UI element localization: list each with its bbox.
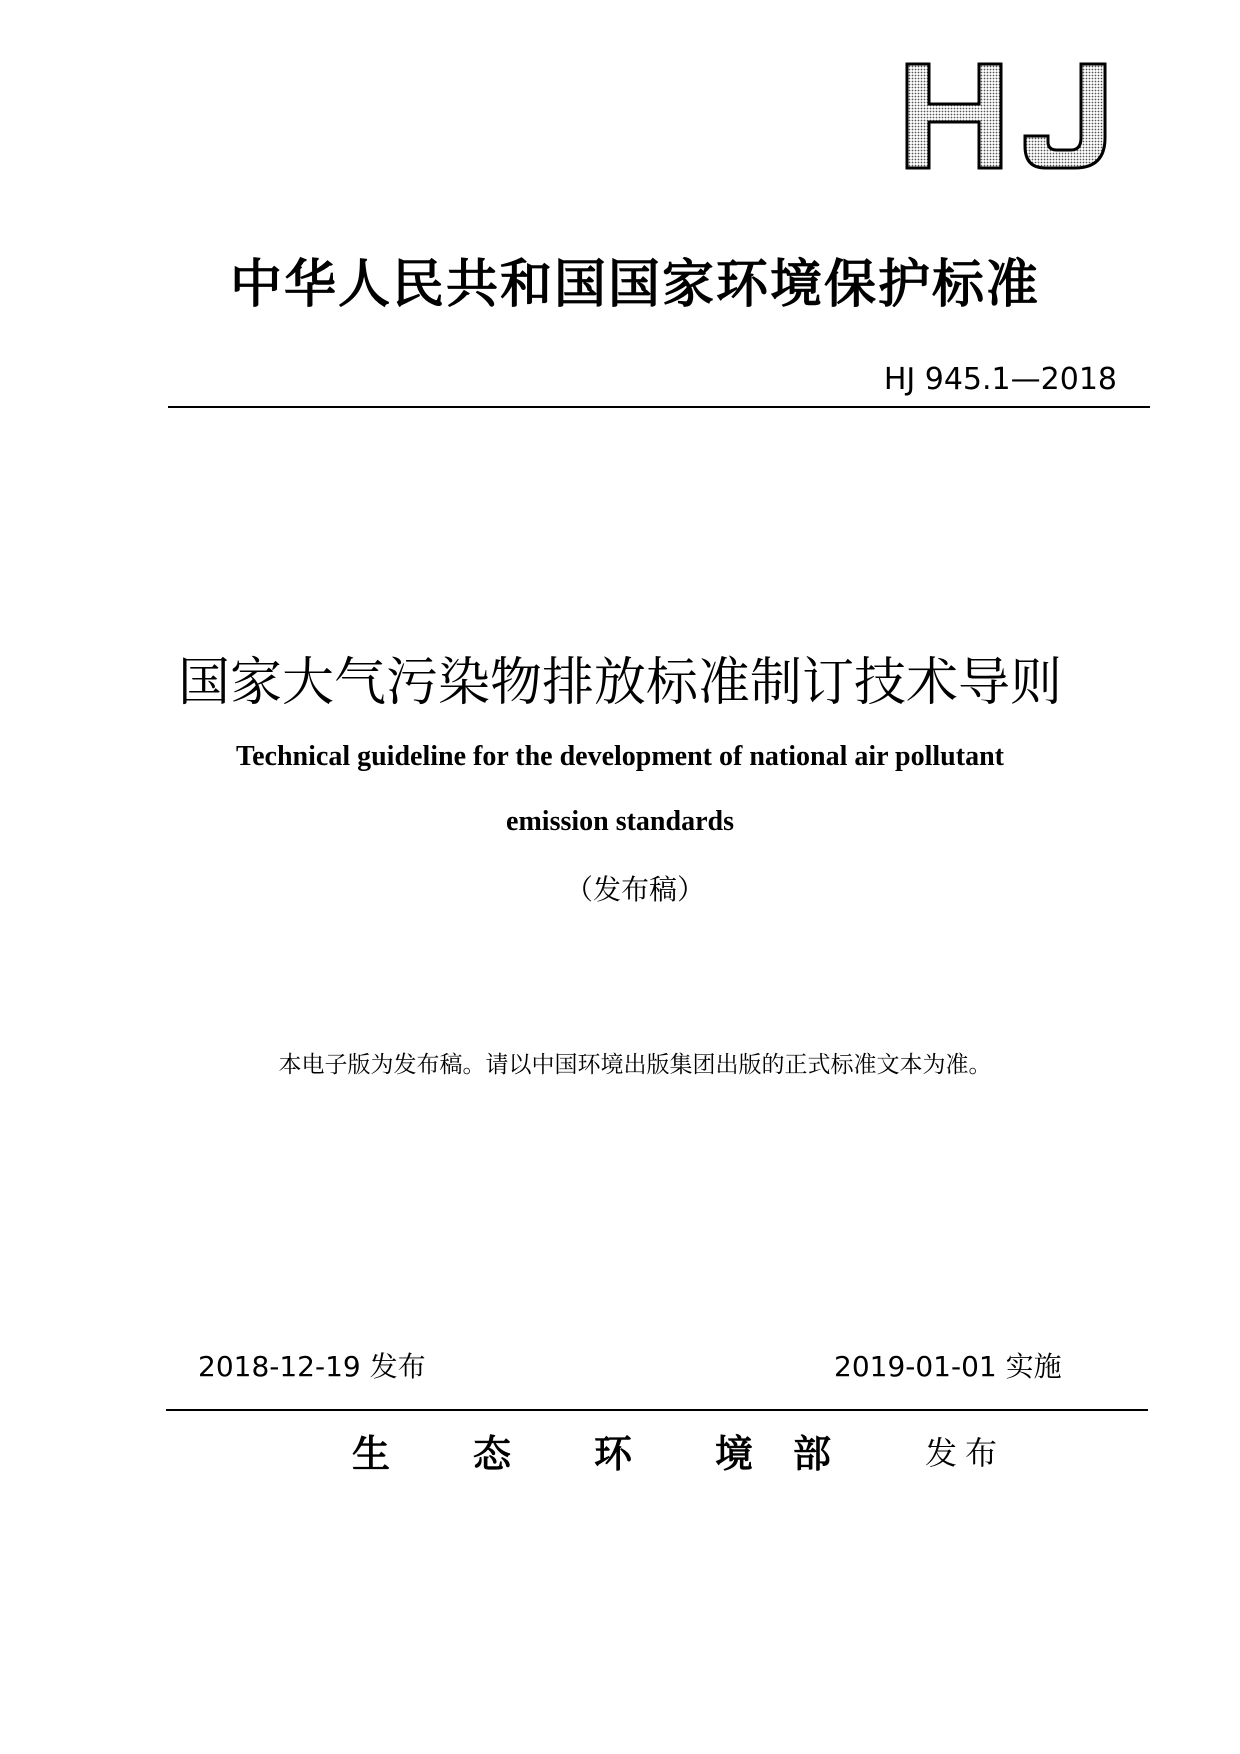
draft-label: （发布稿） <box>564 873 705 906</box>
effective-date: 2019-01-01 实施 <box>834 1350 1062 1383</box>
title-english-line-2: emission standards <box>506 806 734 837</box>
issuer-char: 环 <box>594 1431 633 1476</box>
hj-logo <box>905 62 1115 172</box>
standard-number: HJ 945.1—2018 <box>883 362 1117 397</box>
issuer-char: 生 <box>352 1431 391 1476</box>
electronic-version-notice: 本电子版为发布稿。请以中国环境出版集团出版的正式标准文本为准。 <box>278 1052 992 1078</box>
header-divider <box>168 406 1150 408</box>
footer-divider <box>166 1409 1148 1411</box>
title-english-line-1: Technical guideline for the development of national air pollutant <box>236 741 1004 772</box>
issuing-organization-heading: 中华人民共和国国家环境保护标准 <box>229 254 1040 315</box>
issue-label: 发布 <box>925 1434 1006 1472</box>
issuer-char: 境 <box>715 1431 754 1476</box>
issuer-char: 态 <box>473 1431 512 1476</box>
title-chinese: 国家大气污染物排放标准制订技术导则 <box>177 653 1062 713</box>
issuer-char: 部 <box>793 1431 832 1476</box>
publish-date: 2018-12-19 发布 <box>198 1350 426 1383</box>
